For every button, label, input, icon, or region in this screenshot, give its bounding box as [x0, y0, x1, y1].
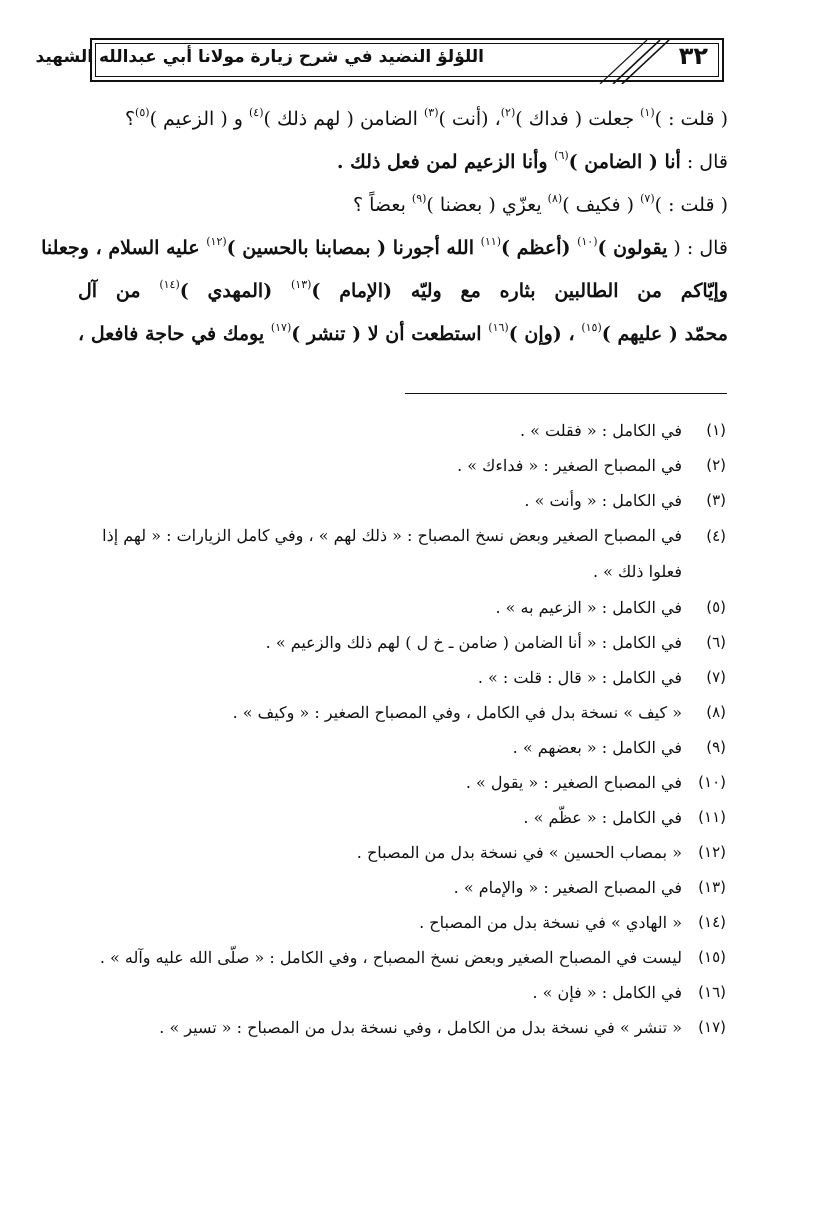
footnote-number: (٩)	[706, 738, 726, 756]
footnote-marker: (١٠)	[577, 235, 598, 248]
footnote-text: ليست في المصباح الصغير وبعض نسخ المصباح ، وفي الكامل : « صلّى الله عليه وآله » .	[99, 948, 682, 967]
text-segment: ، (أنت )	[438, 108, 501, 130]
footnote-item	[80, 940, 726, 975]
footnote-item	[80, 870, 726, 905]
footnote-text: « كيف » نسخة بدل في الكامل ، وفي المصباح الصغير : « وكيف » .	[232, 703, 682, 722]
footnote-marker: (١٦)	[488, 321, 509, 334]
footnote-number: (٢)	[706, 456, 726, 474]
footnote-item	[80, 695, 726, 730]
text-segment: ؟	[124, 108, 136, 130]
text-segment: ( فكيف )	[562, 194, 641, 216]
footnote-item	[80, 800, 726, 835]
footnote-text: في المصباح الصغير : « والإمام » .	[453, 878, 682, 897]
footnote-text: في الكامل : « فإن » .	[532, 983, 682, 1002]
footnote-item	[80, 518, 726, 590]
text-line-1	[78, 98, 728, 141]
footnote-text: في الكامل : « فقلت » .	[519, 421, 682, 440]
footnote-number: (٤)	[706, 527, 726, 545]
footnote-marker: (١٣)	[290, 278, 312, 291]
footnote-text: في الكامل : « عظّم » .	[523, 808, 682, 827]
footnote-number: (٥)	[706, 598, 726, 616]
text-segment-bold: محمّد ( عليهم )	[601, 323, 728, 345]
footnote-marker: (٩)	[411, 192, 427, 205]
footnotes	[80, 413, 726, 1045]
footnote-marker: (٢)	[500, 106, 516, 119]
text-segment: بعضاً ؟	[353, 194, 412, 216]
footnote-text: « تنشر » في نسخة بدل من الكامل ، وفي نسخة بدل من المصباح : « تسير » .	[159, 1018, 682, 1037]
footnote-text: « بمصاب الحسين » في نسخة بدل من المصباح .	[356, 843, 682, 862]
footnote-item	[80, 625, 726, 660]
text-segment: ( قلت : )	[654, 108, 728, 130]
text-segment: قال : (	[667, 237, 728, 259]
footnote-text: في الكامل : « وأنت » .	[524, 491, 682, 510]
text-line-6	[78, 313, 728, 356]
footnote-number: (١١)	[698, 808, 726, 826]
footnote-text: في المصباح الصغير وبعض نسخ المصباح : « ذلك لهم » ، وفي كامل الزيارات : « لهم إذا فعلوا ذلك » .	[102, 526, 682, 581]
footnote-text: في الكامل : « بعضهم » .	[512, 738, 682, 757]
page-number: ٣٢	[678, 42, 708, 70]
footnote-marker: (٨)	[547, 192, 563, 205]
text-segment-bold: استطعت أن لا ( تنشر )	[291, 323, 489, 345]
footnote-item	[80, 730, 726, 765]
footnote-item	[80, 483, 726, 518]
footnote-marker: (١)	[640, 106, 655, 119]
text-segment: و ( الزعيم )	[149, 108, 249, 130]
footnote-item	[80, 975, 726, 1010]
text-segment-bold: يقولون )	[597, 237, 668, 259]
footnote-text: في المصباح الصغير : « فداءك » .	[457, 456, 682, 475]
footnote-item	[80, 765, 726, 800]
text-segment-bold: أنا ( الضامن )	[568, 151, 681, 173]
footnote-item	[80, 660, 726, 695]
text-segment: الضامن ( لهم ذلك )	[263, 108, 424, 130]
footnote-text: في الكامل : « أنا الضامن ( ضامن ـ خ ل ) لهم ذلك والزعيم » .	[265, 633, 682, 652]
footnote-number: (١٢)	[698, 843, 726, 861]
footnote-marker: (٤)	[249, 106, 264, 119]
text-segment-bold: الله أجورنا ( بمصابنا بالحسين )	[226, 237, 481, 259]
text-segment-bold: وإيّاكم من الطالبين بثاره مع وليّه (الإمام )	[311, 280, 728, 302]
main-text	[41, 98, 728, 356]
footnote-number: (٣)	[706, 491, 726, 509]
text-line-2	[78, 141, 728, 184]
footnote-item	[80, 905, 726, 940]
text-line-3	[78, 184, 728, 227]
footnote-marker: (١١)	[480, 235, 502, 248]
text-segment-bold: وأنا الزعيم لمن فعل ذلك .	[336, 151, 555, 173]
footnote-marker: (١٧)	[270, 321, 292, 334]
footnote-number: (١)	[706, 421, 726, 439]
footnote-divider	[405, 393, 727, 394]
footnote-number: (١٠)	[698, 773, 726, 791]
footnote-number: (٦)	[706, 633, 726, 651]
footnote-number: (٧)	[706, 668, 726, 686]
text-segment-bold: من آل	[78, 280, 160, 302]
text-segment-bold: (أعظم )	[501, 237, 578, 259]
footnote-marker: (٣)	[423, 106, 439, 119]
footnote-item	[80, 835, 726, 870]
text-segment: قال :	[680, 151, 728, 173]
footnote-marker: (٥)	[135, 106, 150, 119]
footnote-item	[80, 590, 726, 625]
footnote-marker: (١٤)	[159, 278, 180, 291]
page-header	[35, 38, 724, 82]
footnote-number: (١٧)	[698, 1018, 726, 1036]
text-segment-bold: عليه السلام ، وجعلنا	[41, 237, 207, 259]
text-segment: ( قلت : )	[654, 194, 728, 216]
text-segment-bold: يومك في حاجة فافعل ،	[78, 323, 271, 345]
footnote-item	[80, 413, 726, 448]
text-segment-bold: ، (وإن )	[508, 323, 582, 345]
footnote-item	[80, 448, 726, 483]
footnote-number: (١٤)	[698, 913, 726, 931]
footnote-marker: (١٥)	[581, 321, 602, 334]
footnote-marker: (١٢)	[206, 235, 227, 248]
text-segment: جعلت ( فداك )	[515, 108, 641, 130]
footnote-number: (١٦)	[698, 983, 726, 1001]
footnote-number: (٨)	[706, 703, 726, 721]
running-title: اللؤلؤ النضيد في شرح زيارة مولانا أبي عبدالله الشهيد	[35, 47, 484, 67]
text-segment-bold: (المهدي )	[179, 280, 291, 302]
footnote-text: في المصباح الصغير : « يقول » .	[465, 773, 682, 792]
text-line-5	[78, 270, 728, 313]
footnote-number: (١٣)	[698, 878, 726, 896]
footnote-marker: (٧)	[640, 192, 655, 205]
footnote-text: « الهادي » في نسخة بدل من المصباح .	[419, 913, 682, 932]
footnote-text: في الكامل : « الزعيم به » .	[495, 598, 682, 617]
footnote-text: في الكامل : « قال : قلت : » .	[477, 668, 682, 687]
footnote-number: (١٥)	[698, 948, 726, 966]
footnote-item	[80, 1010, 726, 1045]
text-line-4	[41, 227, 728, 270]
footnote-marker: (٦)	[554, 149, 569, 162]
text-segment: يعزّي ( بعضنا )	[426, 194, 548, 216]
